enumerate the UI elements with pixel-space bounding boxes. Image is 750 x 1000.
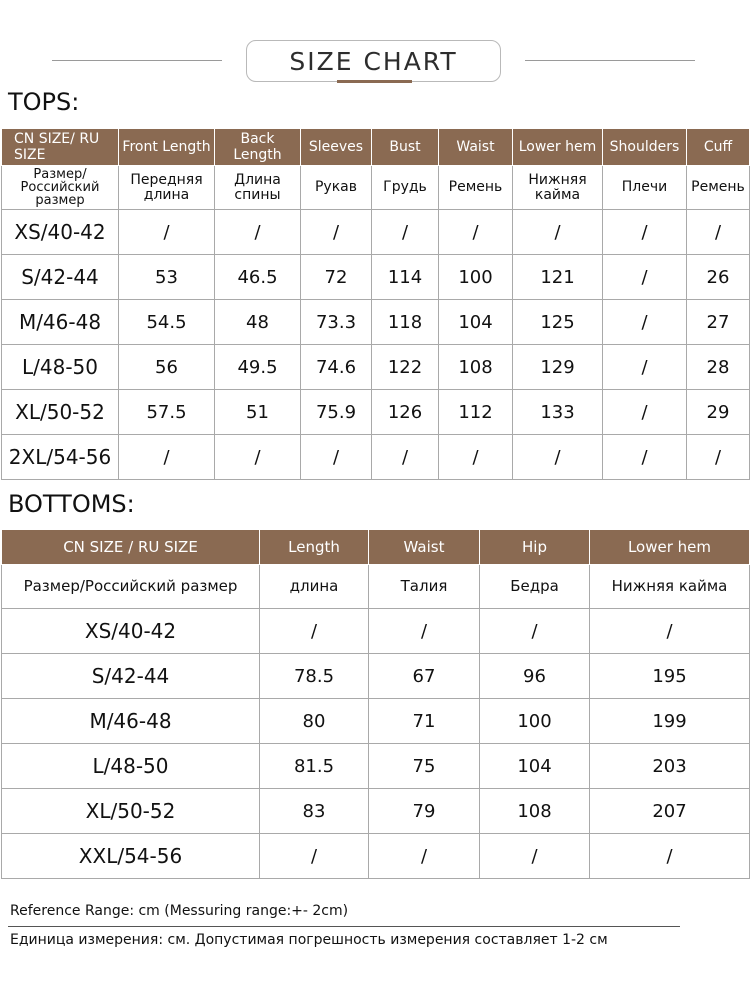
tops-header-row-cell: Front Length xyxy=(119,129,215,166)
tops-data-row-cell: 53 xyxy=(119,255,215,300)
tops-data-row-cell: / xyxy=(215,435,301,480)
tops-data-row-cell: / xyxy=(119,435,215,480)
tops-data-row-cell: / xyxy=(513,435,603,480)
tops-header-row-cell: Sleeves xyxy=(301,129,372,166)
bottoms-label: BOTTOMS: xyxy=(8,490,135,518)
bottoms-ru-header-row xyxy=(2,565,750,609)
tops-data-row-cell: / xyxy=(603,435,687,480)
tops-ru-header-row-cell: Ремень xyxy=(687,166,750,210)
tops-data-row-cell: XL/50-52 xyxy=(2,390,119,435)
tops-data-row-cell: / xyxy=(603,390,687,435)
bottoms-ru-header-row-cell: длина xyxy=(260,565,369,609)
title-divider-left xyxy=(52,60,222,61)
tops-data-row xyxy=(2,300,750,345)
tops-data-row-cell: 46.5 xyxy=(215,255,301,300)
reference-range-ru: Единица измерения: см. Допустимая погрешность измерения составляет 1-2 см xyxy=(10,932,608,948)
bottoms-header-row-cell: Hip xyxy=(480,530,590,565)
tops-data-row-cell: 121 xyxy=(513,255,603,300)
bottoms-data-row xyxy=(2,654,750,699)
tops-ru-header-row-cell: Плечи xyxy=(603,166,687,210)
title-box: SIZE CHART xyxy=(246,40,501,82)
tops-data-row-cell: / xyxy=(439,210,513,255)
tops-data-row-cell: 133 xyxy=(513,390,603,435)
tops-data-row-cell: 125 xyxy=(513,300,603,345)
tops-ru-header-row-cell: Ремень xyxy=(439,166,513,210)
tops-data-row-cell: 29 xyxy=(687,390,750,435)
tops-data-row-cell: 122 xyxy=(372,345,439,390)
tops-ru-header-row-cell: Длина спины xyxy=(215,166,301,210)
tops-table xyxy=(1,128,750,480)
tops-data-row-cell: / xyxy=(603,210,687,255)
bottoms-ru-header-row-cell: Талия xyxy=(369,565,480,609)
bottoms-ru-header-row-cell: Размер/Российский размер xyxy=(2,565,260,609)
tops-data-row-cell: 57.5 xyxy=(119,390,215,435)
tops-data-row-cell: / xyxy=(603,345,687,390)
bottoms-data-row-cell: 100 xyxy=(480,699,590,744)
bottoms-data-row-cell: XL/50-52 xyxy=(2,789,260,834)
bottoms-ru-header-row-cell: Нижняя кайма xyxy=(590,565,750,609)
tops-header-row-cell: Cuff xyxy=(687,129,750,166)
tops-data-row xyxy=(2,435,750,480)
bottoms-data-row-cell: 81.5 xyxy=(260,744,369,789)
bottoms-data-row xyxy=(2,609,750,654)
title-divider-right xyxy=(525,60,695,61)
bottoms-data-row-cell: 83 xyxy=(260,789,369,834)
tops-data-row-cell: 100 xyxy=(439,255,513,300)
bottoms-data-row-cell: 67 xyxy=(369,654,480,699)
bottoms-header-row-cell: CN SIZE / RU SIZE xyxy=(2,530,260,565)
bottoms-data-row-cell: 75 xyxy=(369,744,480,789)
bottoms-data-row-cell: 195 xyxy=(590,654,750,699)
bottoms-data-row-cell: / xyxy=(260,834,369,879)
bottoms-data-row-cell: 203 xyxy=(590,744,750,789)
bottoms-data-row-cell: / xyxy=(369,834,480,879)
tops-data-row-cell: 112 xyxy=(439,390,513,435)
size-chart-title xyxy=(0,40,750,85)
bottoms-data-row-cell: 199 xyxy=(590,699,750,744)
tops-data-row-cell: 73.3 xyxy=(301,300,372,345)
bottoms-data-row-cell: L/48-50 xyxy=(2,744,260,789)
bottoms-data-row xyxy=(2,699,750,744)
tops-data-row-cell: / xyxy=(603,300,687,345)
bottoms-data-row-cell: XXL/54-56 xyxy=(2,834,260,879)
bottoms-data-row xyxy=(2,789,750,834)
tops-data-row-cell: 74.6 xyxy=(301,345,372,390)
bottoms-header-row-cell: Waist xyxy=(369,530,480,565)
bottoms-data-row-cell: 79 xyxy=(369,789,480,834)
tops-ru-header-row xyxy=(2,166,750,210)
bottoms-header-row-cell: Lower hem xyxy=(590,530,750,565)
bottoms-data-row-cell: 207 xyxy=(590,789,750,834)
bottoms-data-row-cell: / xyxy=(480,834,590,879)
tops-data-row-cell: 114 xyxy=(372,255,439,300)
tops-data-row-cell: 108 xyxy=(439,345,513,390)
tops-data-row-cell: L/48-50 xyxy=(2,345,119,390)
tops-data-row-cell: 54.5 xyxy=(119,300,215,345)
bottoms-data-row-cell: S/42-44 xyxy=(2,654,260,699)
bottoms-data-row-cell: 80 xyxy=(260,699,369,744)
tops-data-row-cell: 126 xyxy=(372,390,439,435)
tops-data-row-cell: / xyxy=(215,210,301,255)
reference-range-en: Reference Range: cm (Messuring range:+- 2cm) xyxy=(10,903,349,919)
tops-data-row-cell: 75.9 xyxy=(301,390,372,435)
bottoms-data-row-cell: 104 xyxy=(480,744,590,789)
tops-data-row-cell: / xyxy=(439,435,513,480)
bottoms-data-row-cell: / xyxy=(590,834,750,879)
bottoms-table xyxy=(1,529,750,879)
tops-data-row-cell: / xyxy=(372,210,439,255)
tops-data-row-cell: 72 xyxy=(301,255,372,300)
tops-data-row-cell: S/42-44 xyxy=(2,255,119,300)
tops-label: TOPS: xyxy=(8,88,80,116)
tops-data-row-cell: 118 xyxy=(372,300,439,345)
tops-data-row xyxy=(2,345,750,390)
tops-header-row-cell: Back Length xyxy=(215,129,301,166)
tops-header-row-cell: Lower hem xyxy=(513,129,603,166)
tops-ru-header-row-cell: Нижняя кайма xyxy=(513,166,603,210)
tops-data-row-cell: 104 xyxy=(439,300,513,345)
tops-header-row-cell: Shoulders xyxy=(603,129,687,166)
tops-ru-header-row-cell: Размер/ Российский размер xyxy=(2,166,119,210)
tops-ru-header-row-cell: Передняя длина xyxy=(119,166,215,210)
bottoms-ru-header-row-cell: Бедра xyxy=(480,565,590,609)
bottoms-data-row-cell: XS/40-42 xyxy=(2,609,260,654)
tops-data-row-cell: 28 xyxy=(687,345,750,390)
reference-divider xyxy=(8,926,680,927)
tops-header-row-cell: CN SIZE/ RU SIZE xyxy=(2,129,119,166)
tops-data-row-cell: M/46-48 xyxy=(2,300,119,345)
bottoms-data-row-cell: M/46-48 xyxy=(2,699,260,744)
tops-data-row xyxy=(2,255,750,300)
bottoms-data-row-cell: / xyxy=(480,609,590,654)
tops-header-row-cell: Waist xyxy=(439,129,513,166)
tops-data-row xyxy=(2,210,750,255)
bottoms-data-row-cell: / xyxy=(260,609,369,654)
title-accent-bar xyxy=(337,80,412,83)
bottoms-data-row-cell: / xyxy=(369,609,480,654)
tops-header-row xyxy=(2,129,750,166)
tops-data-row-cell: 56 xyxy=(119,345,215,390)
tops-data-row-cell: 129 xyxy=(513,345,603,390)
bottoms-header-row xyxy=(2,530,750,565)
tops-data-row-cell: / xyxy=(687,435,750,480)
tops-data-row-cell: / xyxy=(301,435,372,480)
bottoms-data-row-cell: 78.5 xyxy=(260,654,369,699)
tops-header-row-cell: Bust xyxy=(372,129,439,166)
tops-data-row-cell: 51 xyxy=(215,390,301,435)
tops-data-row-cell: 2XL/54-56 xyxy=(2,435,119,480)
tops-ru-header-row-cell: Грудь xyxy=(372,166,439,210)
bottoms-data-row xyxy=(2,834,750,879)
tops-data-row-cell: / xyxy=(301,210,372,255)
bottoms-data-row-cell: 71 xyxy=(369,699,480,744)
tops-data-row-cell: / xyxy=(687,210,750,255)
bottoms-data-row-cell: / xyxy=(590,609,750,654)
bottoms-data-row-cell: 96 xyxy=(480,654,590,699)
bottoms-data-row xyxy=(2,744,750,789)
tops-data-row-cell: / xyxy=(513,210,603,255)
bottoms-data-row-cell: 108 xyxy=(480,789,590,834)
tops-data-row xyxy=(2,390,750,435)
tops-ru-header-row-cell: Рукав xyxy=(301,166,372,210)
tops-data-row-cell: / xyxy=(603,255,687,300)
tops-data-row-cell: 27 xyxy=(687,300,750,345)
tops-data-row-cell: / xyxy=(119,210,215,255)
tops-data-row-cell: 26 xyxy=(687,255,750,300)
tops-data-row-cell: 48 xyxy=(215,300,301,345)
tops-data-row-cell: / xyxy=(372,435,439,480)
bottoms-header-row-cell: Length xyxy=(260,530,369,565)
tops-data-row-cell: 49.5 xyxy=(215,345,301,390)
tops-data-row-cell: XS/40-42 xyxy=(2,210,119,255)
